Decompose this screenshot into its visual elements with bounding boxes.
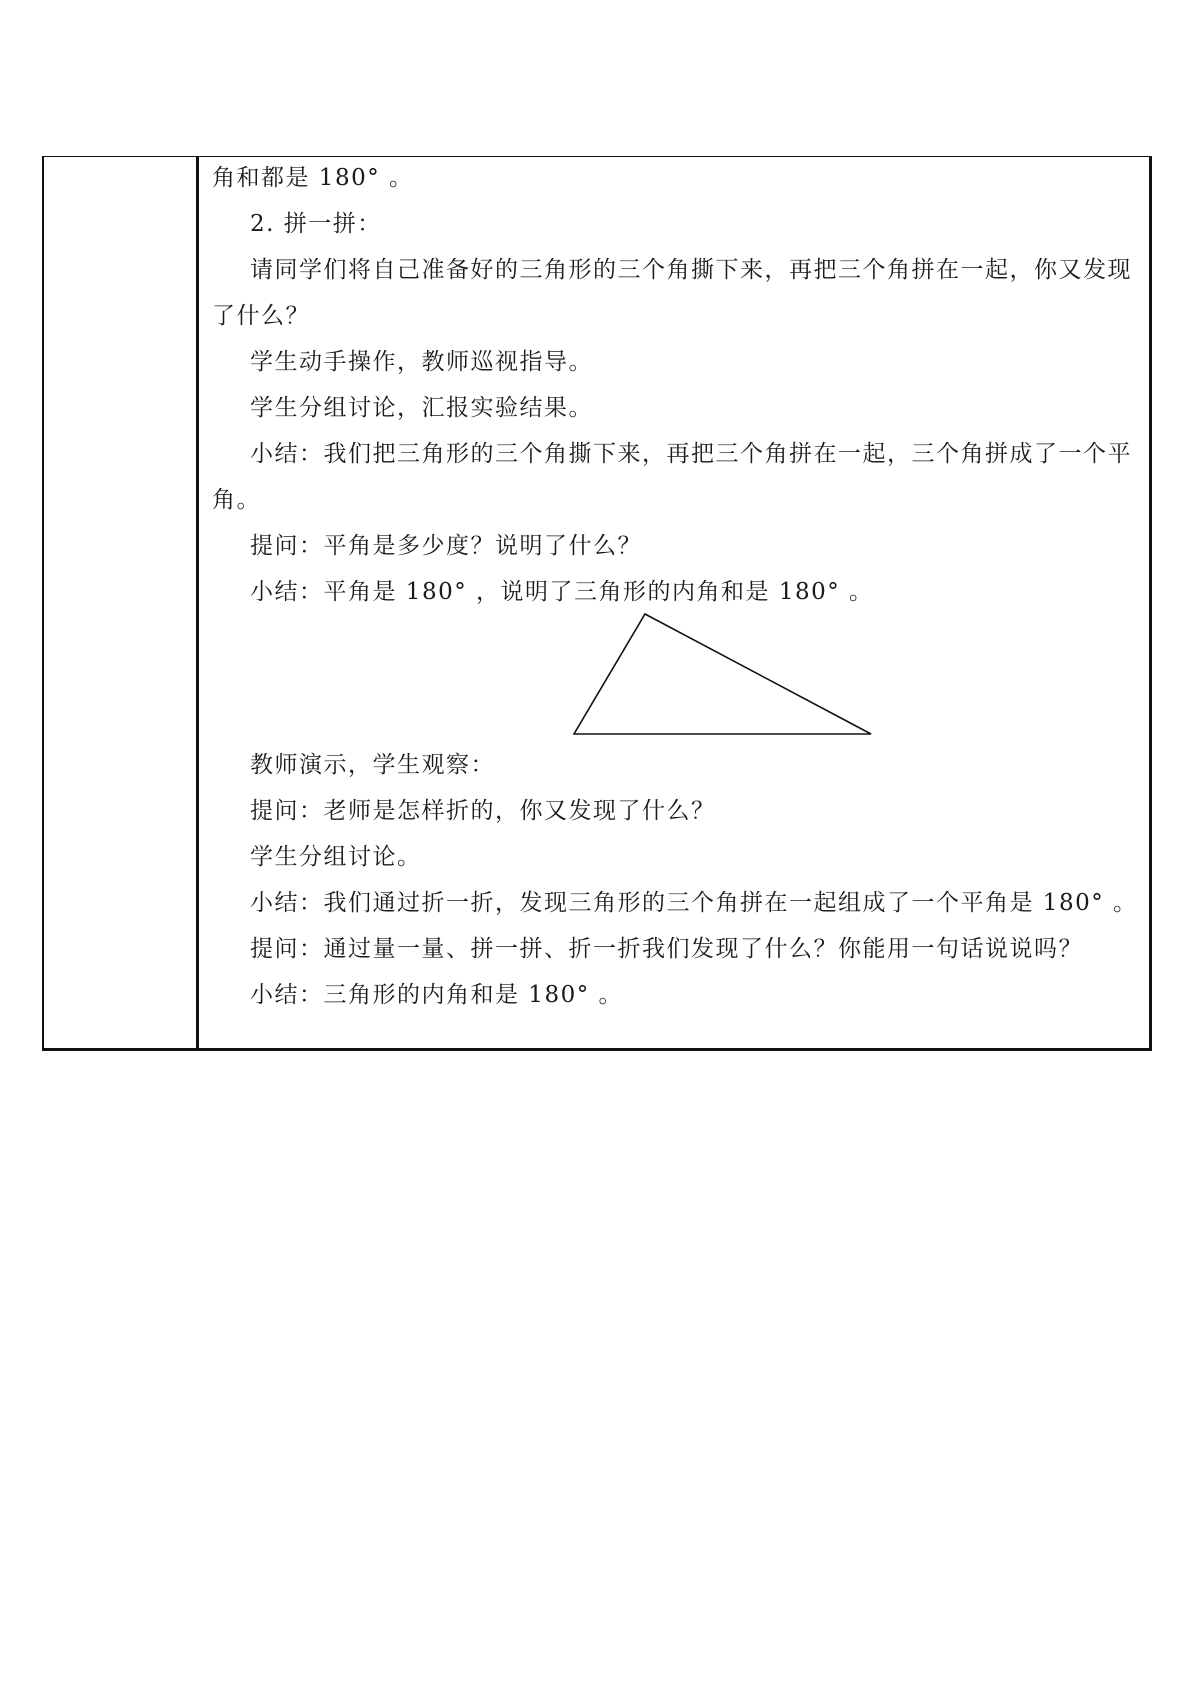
- text-line-11: 教师演示，学生观察：: [250, 752, 495, 778]
- text-line-14: 小结：我们通过折一折，发现三角形的三个角拼在一起组成了一个平角是 180° 。: [250, 890, 1138, 916]
- text-line-9: 提问：平角是多少度？说明了什么？: [250, 533, 642, 559]
- text-line-16: 小结：三角形的内角和是 180° 。: [250, 982, 624, 1008]
- text-line-13: 学生分组讨论。: [250, 844, 422, 870]
- content-column-cell: [202, 157, 1149, 1048]
- text-line-2: 2. 拼一拼：: [250, 211, 382, 237]
- lesson-plan-table: [42, 156, 1152, 1051]
- text-line-1: 角和都是 180° 。: [212, 165, 414, 191]
- triangle-bounds-helper: [588, 614, 871, 734]
- text-line-6: 学生分组讨论，汇报实验结果。: [250, 395, 593, 421]
- triangle-shape: [574, 614, 871, 734]
- text-line-4: 了什么？: [212, 303, 310, 329]
- text-line-7: 小结：我们把三角形的三个角撕下来，再把三个角拼在一起，三个角拼成了一个平: [250, 441, 1132, 467]
- text-line-12: 提问：老师是怎样折的，你又发现了什么？: [250, 798, 716, 824]
- text-line-15: 提问：通过量一量、拼一拼、折一折我们发现了什么？你能用一句话说说吗？: [250, 936, 1083, 962]
- text-line-3: 请同学们将自己准备好的三角形的三个角撕下来，再把三个角拼在一起，你又发现: [250, 257, 1132, 283]
- text-line-8: 角。: [212, 487, 261, 513]
- triangle-diagram: [202, 157, 1152, 757]
- text-line-10: 小结：平角是 180° ，说明了三角形的内角和是 180° 。: [250, 579, 874, 605]
- text-line-5: 学生动手操作，教师巡视指导。: [250, 349, 593, 375]
- left-column-cell: [44, 157, 199, 1048]
